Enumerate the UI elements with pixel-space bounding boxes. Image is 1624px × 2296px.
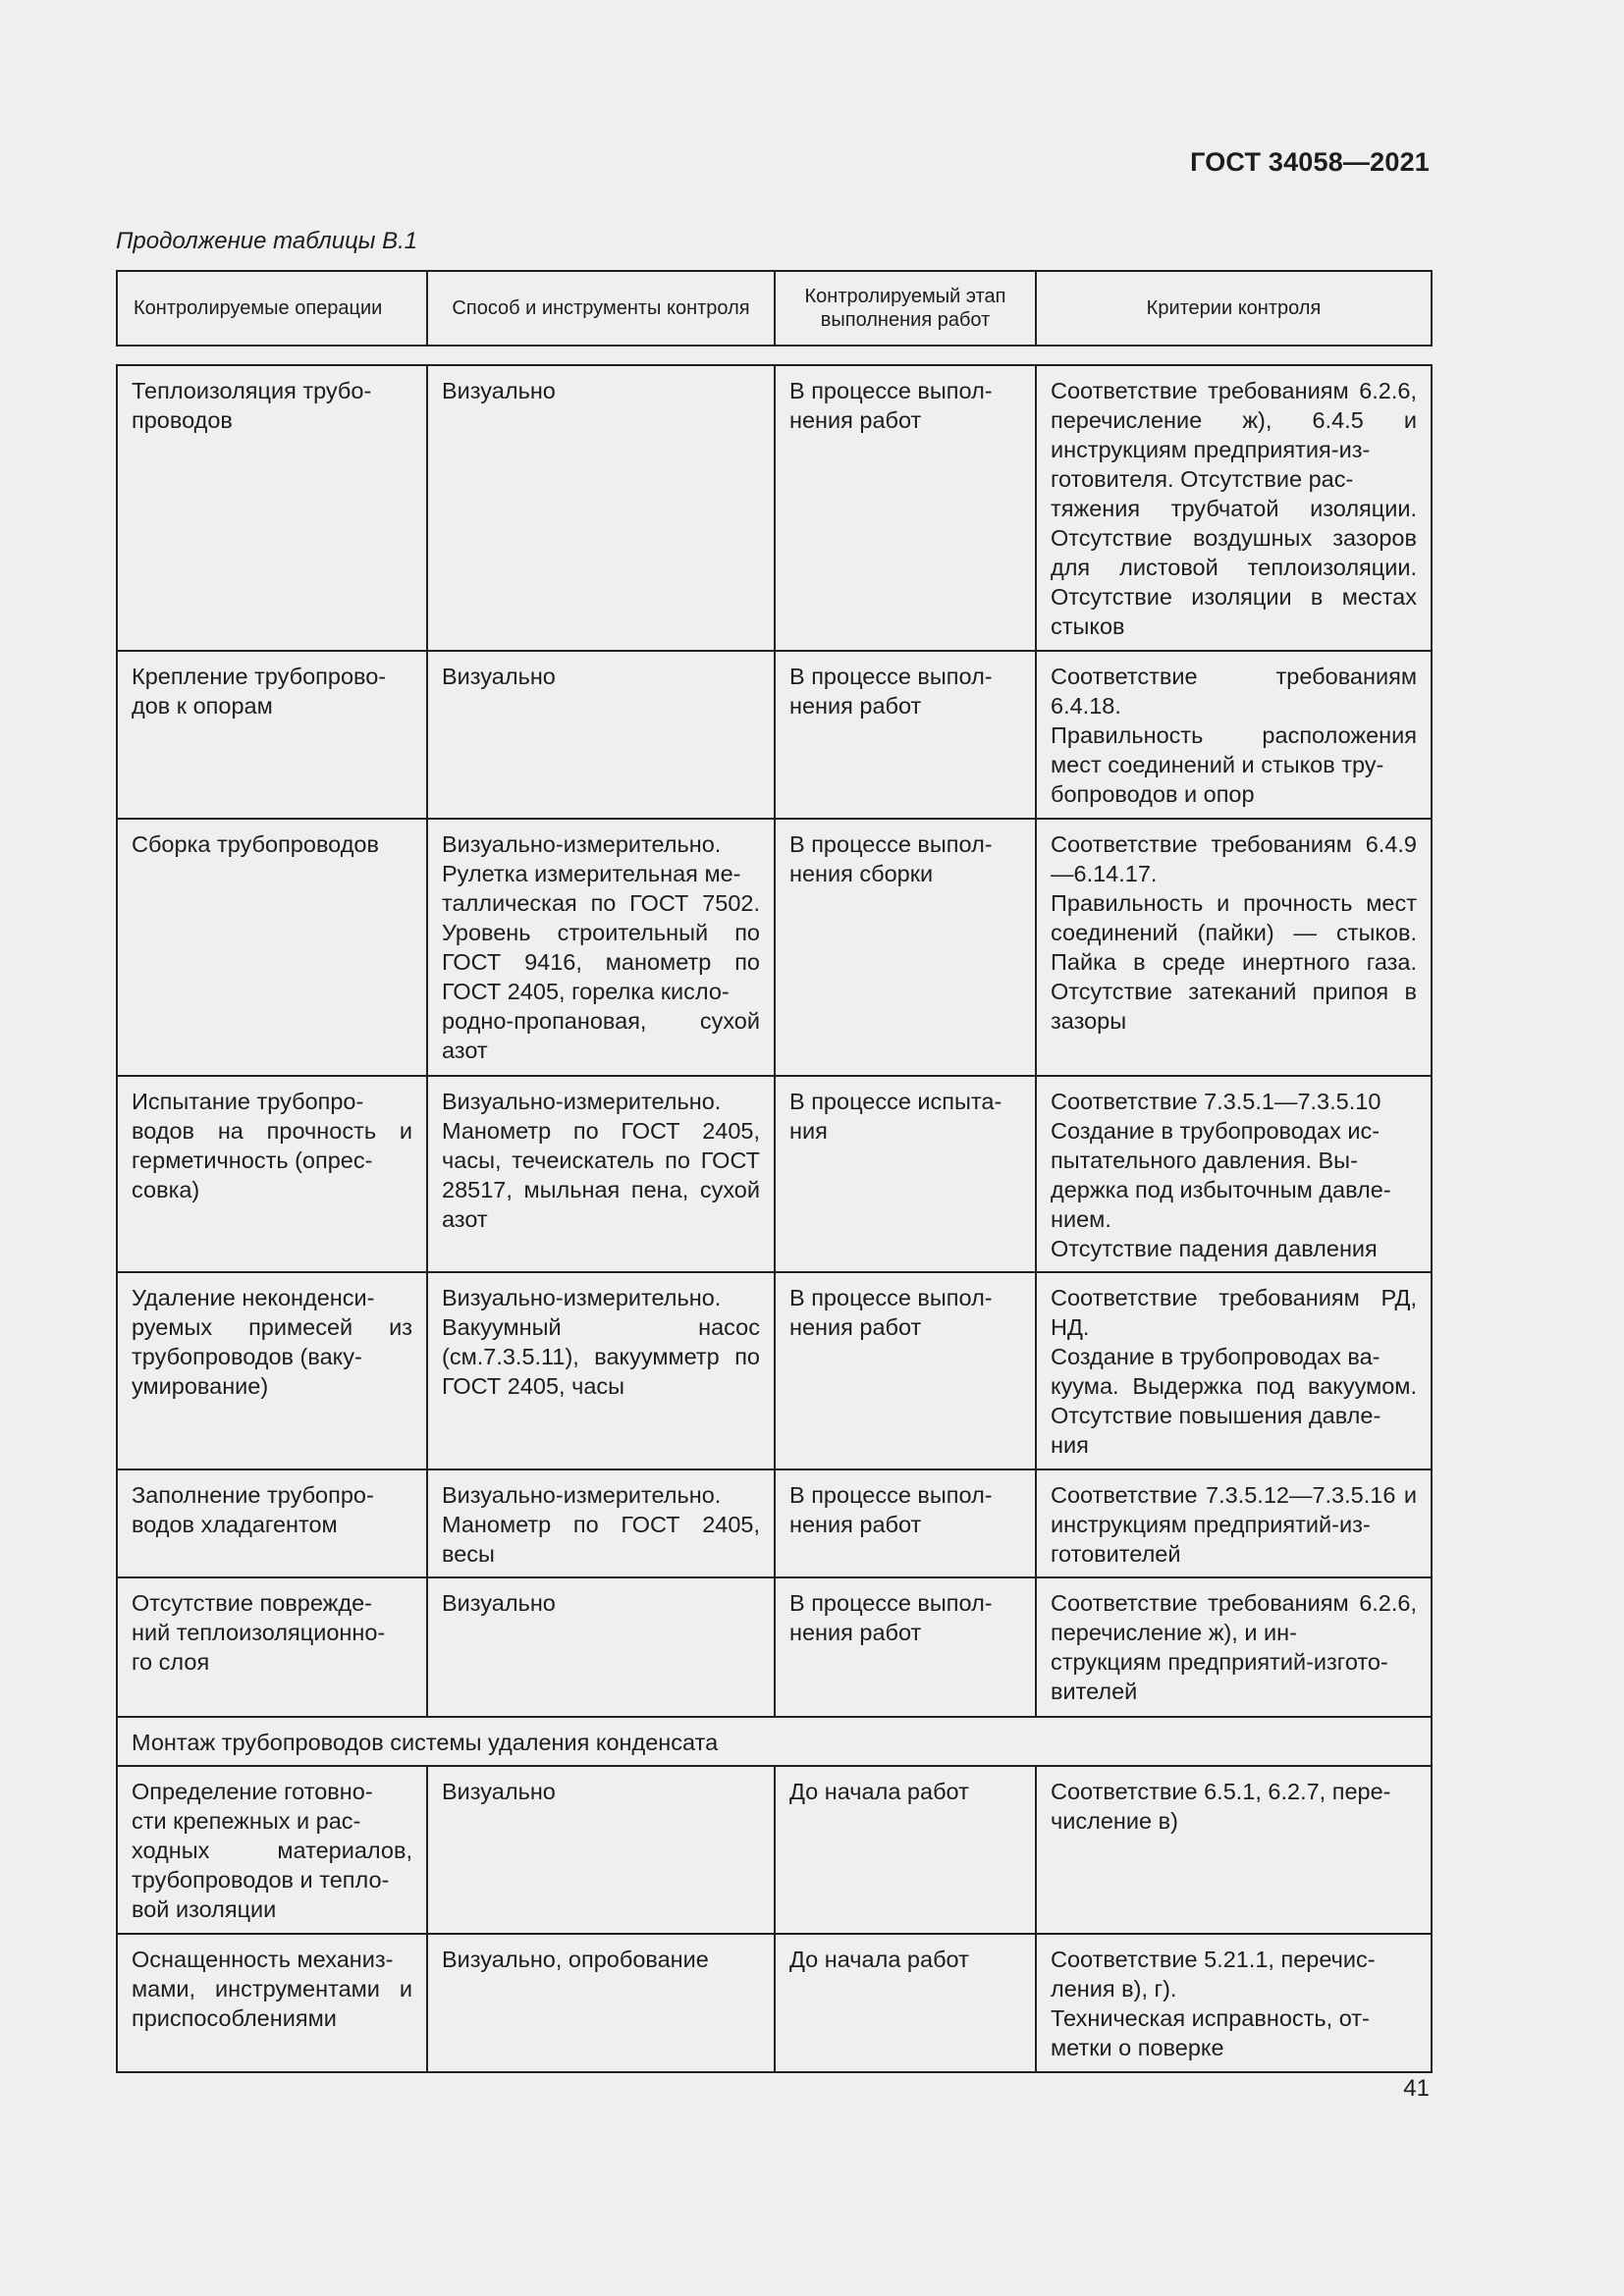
method-cell: Визуально-измерительно. Манометр по ГОСТ 2405, часы, течеискатель по ГОСТ 28517, мыльная пена, сухой азот [427,1076,775,1272]
criteria-cell: Соответствие 7.3.5.1—7.3.5.10 Создание в трубопроводах ис- пытательного давления. Вы- держка под избыточным давле- нием. Отсутствие падения давления [1036,1076,1432,1272]
table-row [117,1934,1432,2072]
stage-cell: В процессе выпол- нения работ [775,365,1036,651]
stage-cell: В процессе испыта- ния [775,1076,1036,1272]
criteria-cell: Соответствие 6.5.1, 6.2.7, пере- числение в) [1036,1766,1432,1934]
table-row [117,819,1432,1076]
operation-cell: Определение готовно- сти крепежных и рас- ходных материалов, трубопроводов и тепло- вой изоляции [117,1766,427,1934]
stage-cell: До начала работ [775,1934,1036,2072]
table-row [117,1577,1432,1717]
operation-cell: Оснащенность механиз- мами, инструментами и приспособлениями [117,1934,427,2072]
criteria-cell: Соответствие требованиям 6.4.18. Правильность расположения мест соединений и стыков тру- бопроводов и опор [1036,651,1432,819]
table-row [117,1272,1432,1469]
operation-cell: Сборка трубопроводов [117,819,427,1076]
stage-cell: В процессе выпол- нения сборки [775,819,1036,1076]
stage-cell: В процессе выпол- нения работ [775,651,1036,819]
stage-cell: В процессе выпол- нения работ [775,1272,1036,1469]
stage-cell: В процессе выпол- нения работ [775,1469,1036,1577]
page-number: 41 [1403,2075,1430,2102]
method-cell: Визуально, опробование [427,1934,775,2072]
criteria-cell: Соответствие 7.3.5.12—7.3.5.16 и инструкциям предприятий-из- готовителей [1036,1469,1432,1577]
column-header-operations: Контролируемые операции [117,271,427,346]
operation-cell: Отсутствие поврежде- ний теплоизоляционно- го слоя [117,1577,427,1717]
operation-cell: Заполнение трубопро- водов хладагентом [117,1469,427,1577]
method-cell: Визуально-измерительно. Манометр по ГОСТ 2405, весы [427,1469,775,1577]
stage-cell: До начала работ [775,1766,1036,1934]
operation-cell: Удаление неконденси- руемых примесей из трубопроводов (ваку- умирование) [117,1272,427,1469]
method-cell: Визуально [427,1766,775,1934]
table-row [117,1076,1432,1272]
criteria-cell: Соответствие требованиям 6.4.9—6.14.17. Правильность и прочность мест соединений (пайки) — стыков. Пайка в среде инертного газа. Отсутствие затеканий припоя в зазоры [1036,819,1432,1076]
method-cell: Визуально [427,651,775,819]
header-separator [117,346,1432,365]
method-cell: Визуально [427,365,775,651]
method-cell: Визуально-измерительно. Рулетка измерительная ме- таллическая по ГОСТ 7502. Уровень строительный по ГОСТ 9416, манометр по ГОСТ 2405, горелка кисло- родно-пропановая, сухой азот [427,819,775,1076]
criteria-cell: Соответствие требованиям РД, НД. Создание в трубопроводах ва- куума. Выдержка под вакуумом. Отсутствие повышения давле- ния [1036,1272,1432,1469]
column-header-criteria: Критерии контроля [1036,271,1432,346]
criteria-cell: Соответствие 5.21.1, перечис- ления в), г). Техническая исправность, от- метки о поверке [1036,1934,1432,2072]
table-row [117,651,1432,819]
table-header-row [117,271,1432,346]
control-table [116,270,1433,2073]
section-title: Монтаж трубопроводов системы удаления конденсата [117,1717,1432,1766]
criteria-cell: Соответствие требованиям 6.2.6, перечисление ж), 6.4.5 и инструкциям предприятия-из- готовителя. Отсутствие рас- тяжения трубчатой изоляции. Отсутствие воздушных зазоров для листовой теплоизоляции. Отсутствие изоляции в местах стыков [1036,365,1432,651]
method-cell: Визуально-измерительно. Вакуумный насос (см.7.3.5.11), вакуумметр по ГОСТ 2405, часы [427,1272,775,1469]
table-caption: Продолжение таблицы В.1 [116,228,418,254]
document-code: ГОСТ 34058—2021 [1190,147,1430,177]
stage-cell: В процессе выпол- нения работ [775,1577,1036,1717]
table-row [117,1766,1432,1934]
column-header-stage: Контролируемый этап выполнения работ [775,271,1036,346]
method-cell: Визуально [427,1577,775,1717]
column-header-method: Способ и инструменты контроля [427,271,775,346]
table-row [117,1469,1432,1577]
criteria-cell: Соответствие требованиям 6.2.6, перечисление ж), и ин- струкциям предприятий-изгото- вителей [1036,1577,1432,1717]
table-row [117,365,1432,651]
operation-cell: Испытание трубопро- водов на прочность и герметичность (опрес- совка) [117,1076,427,1272]
operation-cell: Теплоизоляция трубо- проводов [117,365,427,651]
operation-cell: Крепление трубопрово- дов к опорам [117,651,427,819]
section-header-row [117,1717,1432,1766]
